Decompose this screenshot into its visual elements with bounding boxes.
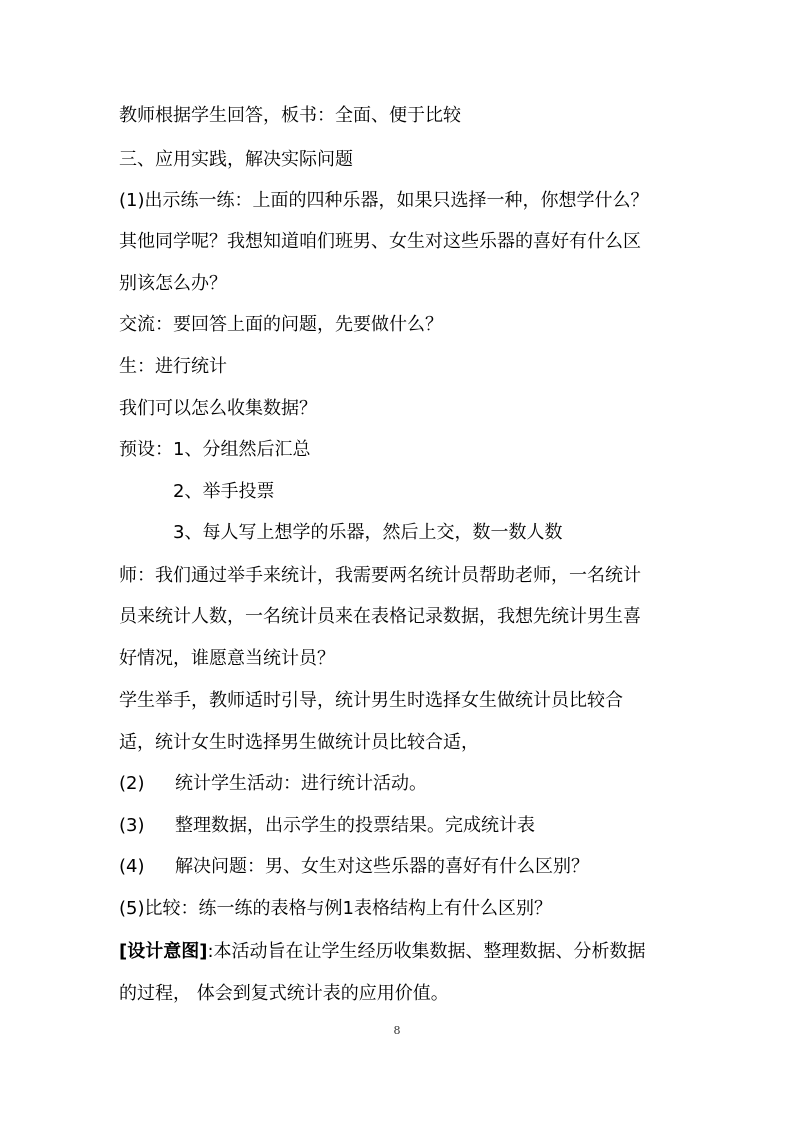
paragraph-teacher-line2: 员来统计人数，一名统计员来在表格记录数据，我想先统计男生喜 bbox=[119, 606, 641, 627]
paragraph-comparison: (5)比较：练一练的表格与例1表格结构上有什么区别？ bbox=[119, 898, 552, 919]
paragraph-board-writing: 教师根据学生回答，板书：全面、便于比较 bbox=[119, 105, 461, 126]
paragraph-guidance-line2: 适，统计女生时选择男生做统计员比较合适， bbox=[119, 732, 479, 753]
item-text: 整理数据，出示学生的投票结果。完成统计表 bbox=[175, 815, 535, 836]
item-number: (2) bbox=[119, 773, 145, 794]
paragraph-preset-1: 预设：1、分组然后汇总 bbox=[119, 439, 311, 460]
design-intent-line2: 的过程， 体会到复式统计表的应用价值。 bbox=[119, 983, 449, 1004]
paragraph-exercise-line2: 其他同学呢？我想知道咱们班男、女生对这些乐器的喜好有什么区 bbox=[119, 231, 641, 252]
paragraph-question: 我们可以怎么收集数据？ bbox=[119, 398, 317, 419]
page-number: 8 bbox=[393, 1024, 401, 1037]
item-number: (4) bbox=[119, 856, 145, 877]
paragraph-discussion: 交流：要回答上面的问题，先要做什么？ bbox=[119, 314, 443, 335]
paragraph-student-answer: 生：进行统计 bbox=[119, 356, 227, 377]
paragraph-preset-3: 3、每人写上想学的乐器，然后上交，数一数人数 bbox=[173, 522, 563, 543]
item-text: 统计学生活动：进行统计活动。 bbox=[175, 773, 427, 794]
design-intent-label: [设计意图] bbox=[119, 941, 208, 962]
design-intent-text: :本活动旨在让学生经历收集数据、整理数据、分析数据 bbox=[207, 941, 646, 962]
numbered-item bbox=[119, 814, 535, 838]
item-text: 解决问题：男、女生对这些乐器的喜好有什么区别？ bbox=[175, 856, 589, 877]
paragraph-teacher-line1: 师：我们通过举手来统计，我需要两名统计员帮助老师，一名统计 bbox=[119, 565, 641, 586]
paragraph-exercise-line3: 别该怎么办？ bbox=[119, 273, 227, 294]
item-number: (3) bbox=[119, 815, 145, 836]
paragraph-guidance-line1: 学生举手，教师适时引导，统计男生时选择女生做统计员比较合 bbox=[119, 690, 623, 711]
design-intent-line1 bbox=[119, 940, 646, 964]
numbered-item bbox=[119, 772, 427, 796]
paragraph-exercise-intro: (1)出示练一练：上面的四种乐器，如果只选择一种，你想学什么？ bbox=[119, 190, 649, 211]
numbered-item bbox=[119, 855, 589, 879]
section-heading: 三、应用实践，解决实际问题 bbox=[119, 149, 353, 170]
paragraph-teacher-line3: 好情况，谁愿意当统计员？ bbox=[119, 648, 335, 669]
paragraph-preset-2: 2、举手投票 bbox=[173, 481, 275, 502]
